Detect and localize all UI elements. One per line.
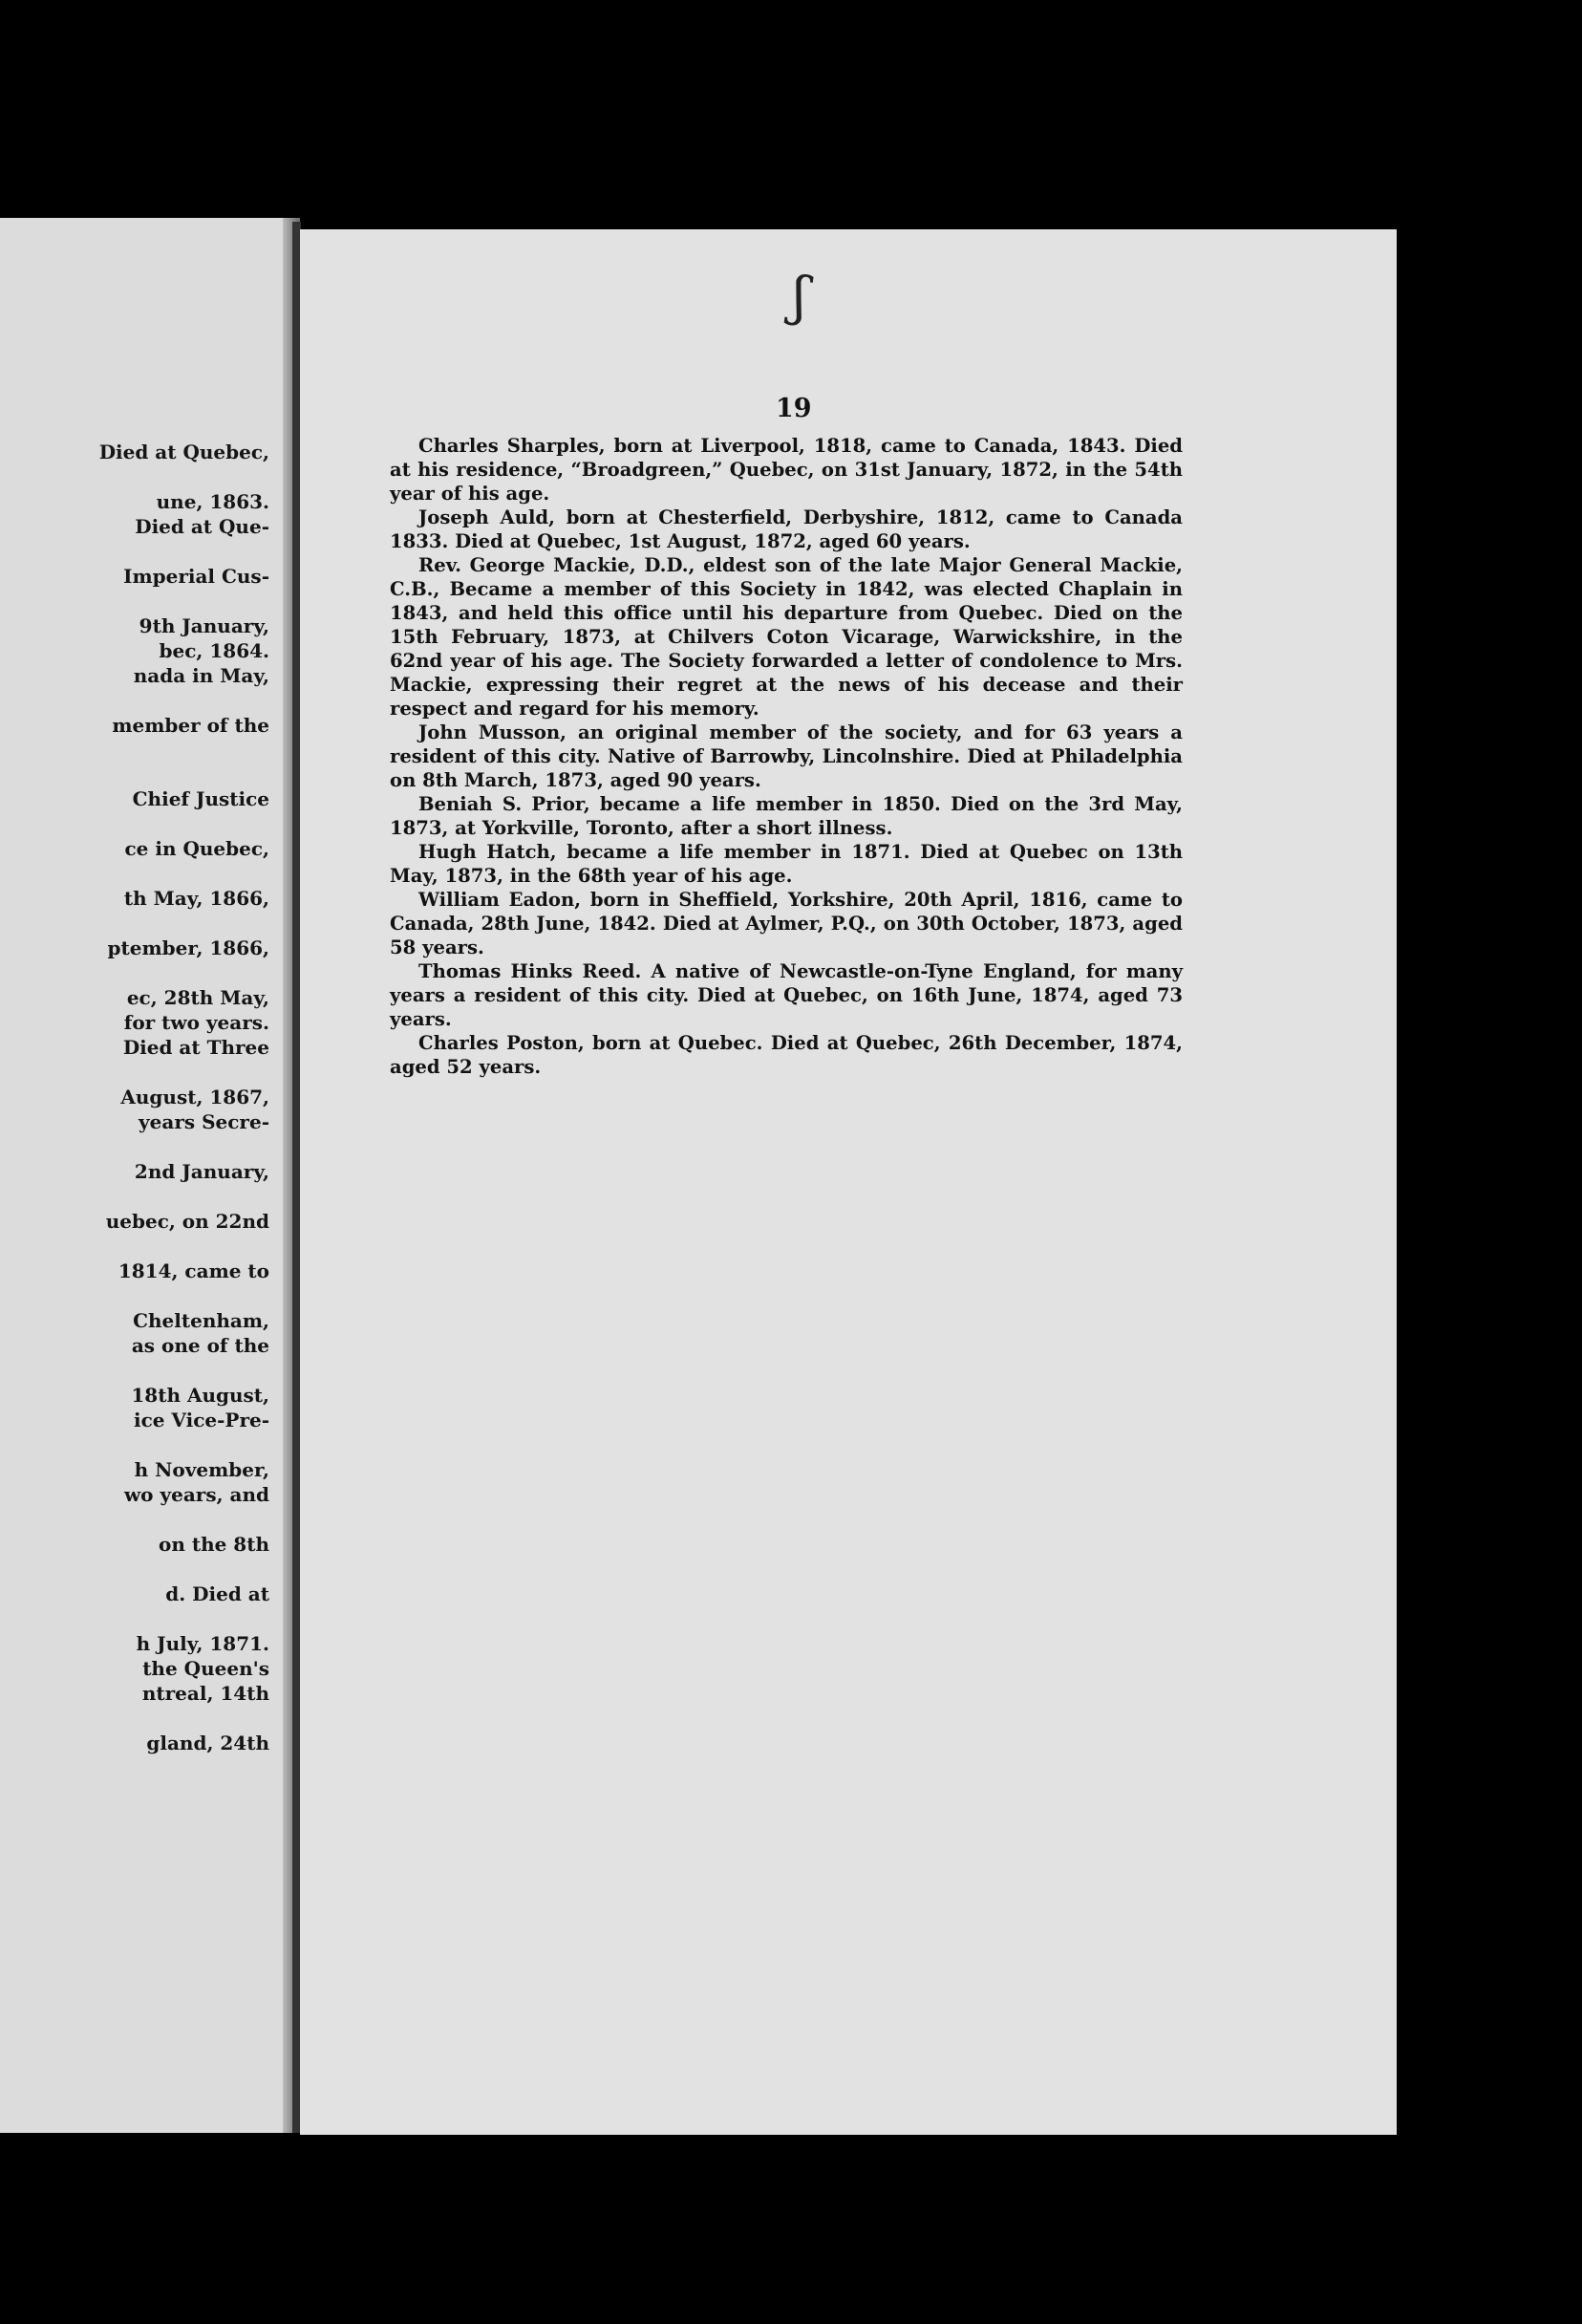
obituary-entries (390, 434, 1183, 1079)
left-page-line: 9th January, (139, 614, 269, 637)
left-page-line: on the 8th (158, 1533, 269, 1556)
left-page-line: th May, 1866, (123, 887, 269, 910)
left-page-line: August, 1867, (120, 1086, 269, 1108)
right-page (300, 229, 1397, 2135)
left-page-line: bec, 1864. (159, 639, 269, 662)
left-page-line: nada in May, (133, 664, 269, 687)
left-page-line: as one of the (131, 1334, 269, 1357)
entry-beniah-prior: Beniah S. Prior, became a life member in 1850. Died on the 3rd May, 1873, at Yorkville, Toronto, after a short illness. (390, 793, 1183, 839)
left-page-line: member of the (112, 714, 269, 737)
page-number: 19 (776, 394, 812, 423)
left-page-line: the Queen's (142, 1657, 269, 1680)
entry-george-mackie: Rev. George Mackie, D.D., eldest son of the late Major General Mackie, C.B., Became a member of this Society in 1842, was elected Chaplain in 1843, and held this office until his departure from Quebec. Died on the 15th February, 1873, at Chilvers Coton Vicarage, Warwickshire, in the 62nd year of his age. The Society forwarded a letter of condolence to Mrs. Mackie, expressing their regret at the news of his decease and their respect and regard for his memory. (390, 554, 1183, 720)
left-page-line: Died at Quebec, (98, 441, 269, 463)
left-page-line: uebec, on 22nd (105, 1210, 269, 1233)
left-page-line: h July, 1871. (136, 1632, 269, 1655)
left-page-line: for two years. (123, 1011, 269, 1034)
left-page-line: d. Died at (165, 1582, 269, 1605)
entry-joseph-auld: Joseph Auld, born at Chesterfield, Derbyshire, 1812, came to Canada 1833. Died at Quebec, 1st August, 1872, aged 60 years. (390, 506, 1183, 552)
left-page-line: ntreal, 14th (141, 1682, 269, 1705)
left-page-line: 2nd January, (134, 1160, 269, 1183)
entry-john-musson: John Musson, an original member of the society, and for 63 years a resident of this city. Native of Barrowby, Lincolnshire. Died at Philadelphia on 8th March, 1873, aged 90 years. (390, 721, 1183, 791)
left-page-line: ec, 28th May, (126, 986, 269, 1009)
left-page-fragment (0, 218, 283, 2133)
left-page-line: une, 1863. (156, 490, 269, 513)
left-page-line: 18th August, (131, 1384, 269, 1407)
left-page-line: Chief Justice (132, 787, 269, 810)
entry-thomas-reed: Thomas Hinks Reed. A native of Newcastle-on-Tyne England, for many years a resident of this city. Died at Quebec, on 16th June, 1874, aged 73 years. (390, 960, 1183, 1030)
entry-hugh-hatch: Hugh Hatch, became a life member in 1871. Died at Quebec on 13th May, 1873, in the 68th year of his age. (390, 841, 1183, 887)
left-page-line: Imperial Cus- (123, 565, 269, 588)
entry-charles-poston: Charles Poston, born at Quebec. Died at Quebec, 26th December, 1874, aged 52 years. (390, 1032, 1183, 1078)
left-page-line: wo years, and (123, 1483, 269, 1506)
left-page-line: ce in Quebec, (124, 837, 269, 860)
entry-charles-sharples: Charles Sharples, born at Liverpool, 1818, came to Canada, 1843. Died at his residence, “Broadgreen,” Quebec, on 31st January, 1872, in the 54th year of his age. (390, 435, 1183, 505)
left-page-line: h November, (134, 1458, 269, 1481)
left-page-line: Died at Que- (135, 515, 269, 538)
pencil-mark: ʃ (788, 265, 812, 329)
left-page-line: gland, 24th (146, 1732, 269, 1754)
left-page-line: Cheltenham, (133, 1309, 269, 1332)
left-page-line: 1814, came to (118, 1259, 269, 1282)
left-page-line: years Secre- (139, 1110, 269, 1133)
left-page-line: Died at Three (122, 1036, 269, 1059)
left-page-line: ptember, 1866, (107, 936, 269, 959)
entry-william-eadon: William Eadon, born in Sheffield, Yorkshire, 20th April, 1816, came to Canada, 28th June, 1842. Died at Aylmer, P.Q., on 30th October, 1873, aged 58 years. (390, 889, 1183, 958)
left-page-line: ice Vice-Pre- (133, 1409, 269, 1431)
